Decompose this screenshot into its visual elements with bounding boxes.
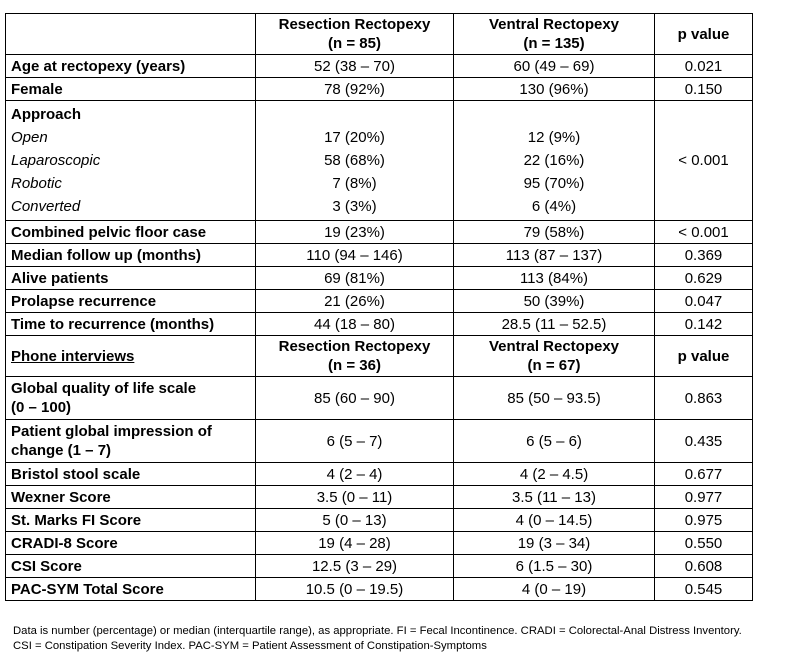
header2-ventral-rectopexy: Ventral Rectopexy (n = 67) xyxy=(454,336,655,377)
row-label: CSI Score xyxy=(6,555,256,578)
resection-value: 52 (38 – 70) xyxy=(256,55,454,78)
table-row xyxy=(6,486,753,509)
ventral-value: 85 (50 – 93.5) xyxy=(454,377,655,420)
row-label: Prolapse recurrence xyxy=(6,290,256,313)
approach-ventral-values: 12 (9%) 22 (16%) 95 (70%) 6 (4%) xyxy=(454,101,655,221)
row-label: Age at rectopexy (years) xyxy=(6,55,256,78)
ventral-value: 19 (3 – 34) xyxy=(454,532,655,555)
p-value: 0.021 xyxy=(655,55,753,78)
resection-value: 19 (4 – 28) xyxy=(256,532,454,555)
row-label: PAC-SYM Total Score xyxy=(6,578,256,601)
ventral-value: 6 (1.5 – 30) xyxy=(454,555,655,578)
p-value: 0.550 xyxy=(655,532,753,555)
header2-resection-rectopexy: Resection Rectopexy (n = 36) xyxy=(256,336,454,377)
p-value: 0.863 xyxy=(655,377,753,420)
header-p-value: p value xyxy=(655,14,753,55)
ventral-value: 4 (2 – 4.5) xyxy=(454,463,655,486)
header-ventral-rectopexy: Ventral Rectopexy (n = 135) xyxy=(454,14,655,55)
table-row xyxy=(6,244,753,267)
p-value: 0.629 xyxy=(655,267,753,290)
table-header-row xyxy=(6,14,753,55)
header2-p-value: p value xyxy=(655,336,753,377)
table-row xyxy=(6,578,753,601)
resection-value: 69 (81%) xyxy=(256,267,454,290)
row-label: Alive patients xyxy=(6,267,256,290)
resection-value: 85 (60 – 90) xyxy=(256,377,454,420)
row-label: Median follow up (months) xyxy=(6,244,256,267)
table-row xyxy=(6,290,753,313)
p-value: 0.608 xyxy=(655,555,753,578)
row-label: Time to recurrence (months) xyxy=(6,313,256,336)
table-row xyxy=(6,509,753,532)
approach-converted: Converted xyxy=(11,198,81,215)
row-label: CRADI-8 Score xyxy=(6,532,256,555)
p-value: < 0.001 xyxy=(655,221,753,244)
table-row xyxy=(6,55,753,78)
resection-value: 12.5 (3 – 29) xyxy=(256,555,454,578)
approach-robotic: Robotic xyxy=(11,175,62,192)
row-label: Combined pelvic floor case xyxy=(6,221,256,244)
table-row xyxy=(6,267,753,290)
p-value: 0.677 xyxy=(655,463,753,486)
p-value: 0.047 xyxy=(655,290,753,313)
header-empty-cell xyxy=(6,14,256,55)
table-row xyxy=(6,377,753,420)
comparison-table-container xyxy=(5,13,752,601)
ventral-value: 4 (0 – 19) xyxy=(454,578,655,601)
ventral-value: 60 (49 – 69) xyxy=(454,55,655,78)
row-label: Bristol stool scale xyxy=(6,463,256,486)
table-footnote: Data is number (percentage) or median (interquartile range), as appropriate. FI = Fecal Incontinence. CRADI = Colorectal-Anal Distress Inventory. CSI = Constipation Severity Index. PAC-SYM = Patient Assessment of Constipation-Symptoms xyxy=(13,625,742,652)
phone-interviews-heading: Phone interviews xyxy=(6,336,256,377)
approach-p-value: < 0.001 xyxy=(655,101,753,221)
row-label: Wexner Score xyxy=(6,486,256,509)
table-row xyxy=(6,532,753,555)
resection-value: 110 (94 – 146) xyxy=(256,244,454,267)
approach-laparoscopic: Laparoscopic xyxy=(11,152,101,169)
row-label: Global quality of life scale (0 – 100) xyxy=(6,377,256,420)
table-row xyxy=(6,78,753,101)
p-value: 0.150 xyxy=(655,78,753,101)
approach-resection-values: 17 (20%) 58 (68%) 7 (8%) 3 (3%) xyxy=(256,101,454,221)
ventral-value: 50 (39%) xyxy=(454,290,655,313)
row-label: St. Marks FI Score xyxy=(6,509,256,532)
ventral-value: 113 (87 – 137) xyxy=(454,244,655,267)
comparison-table xyxy=(5,13,753,601)
approach-row xyxy=(6,101,753,221)
resection-value: 10.5 (0 – 19.5) xyxy=(256,578,454,601)
p-value: 0.435 xyxy=(655,420,753,463)
table-row xyxy=(6,420,753,463)
ventral-value: 79 (58%) xyxy=(454,221,655,244)
ventral-value: 4 (0 – 14.5) xyxy=(454,509,655,532)
ventral-value: 6 (5 – 6) xyxy=(454,420,655,463)
ventral-value: 130 (96%) xyxy=(454,78,655,101)
header-resection-rectopexy: Resection Rectopexy (n = 85) xyxy=(256,14,454,55)
p-value: 0.977 xyxy=(655,486,753,509)
p-value: 0.545 xyxy=(655,578,753,601)
resection-value: 21 (26%) xyxy=(256,290,454,313)
table-row xyxy=(6,463,753,486)
approach-label-cell xyxy=(6,101,256,221)
resection-value: 4 (2 – 4) xyxy=(256,463,454,486)
approach-open: Open xyxy=(11,129,48,146)
table-row xyxy=(6,555,753,578)
resection-value: 3.5 (0 – 11) xyxy=(256,486,454,509)
resection-value: 5 (0 – 13) xyxy=(256,509,454,532)
row-label: Female xyxy=(6,78,256,101)
resection-value: 44 (18 – 80) xyxy=(256,313,454,336)
ventral-value: 3.5 (11 – 13) xyxy=(454,486,655,509)
p-value: 0.142 xyxy=(655,313,753,336)
p-value: 0.369 xyxy=(655,244,753,267)
resection-value: 78 (92%) xyxy=(256,78,454,101)
resection-value: 6 (5 – 7) xyxy=(256,420,454,463)
row-label: Patient global impression of change (1 – 7) xyxy=(6,420,256,463)
ventral-value: 28.5 (11 – 52.5) xyxy=(454,313,655,336)
table-row xyxy=(6,313,753,336)
approach-label: Approach xyxy=(11,106,82,123)
ventral-value: 113 (84%) xyxy=(454,267,655,290)
phone-interviews-header-row xyxy=(6,336,753,377)
p-value: 0.975 xyxy=(655,509,753,532)
resection-value: 19 (23%) xyxy=(256,221,454,244)
table-row xyxy=(6,221,753,244)
